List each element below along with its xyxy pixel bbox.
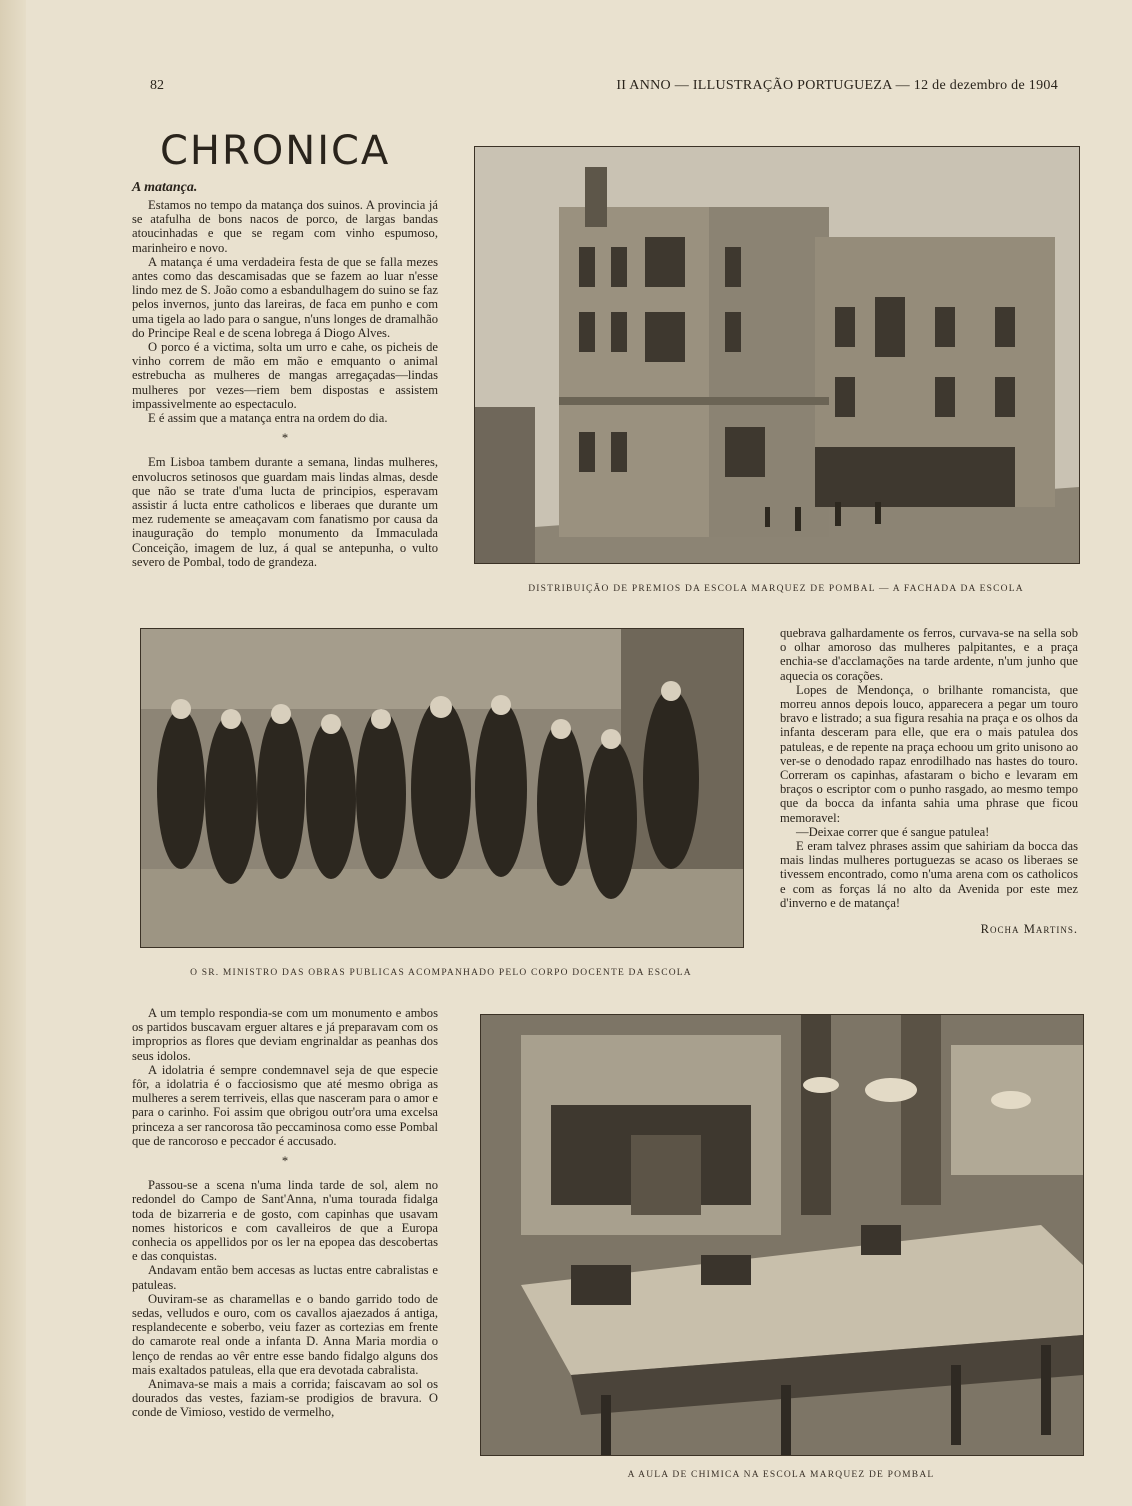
paragraph: Estamos no tempo da matança dos suinos. A provincia já se atafulha de bons nacos de porco, de largas bandas atoucinhadas e que se regam com vinho espumoso, marinheiro e novo. — [132, 198, 438, 255]
paragraph: Em Lisboa tambem durante a semana, lindas mulheres, envolucros setinosos que guardam mais lindas almas, desde que não se trate d'uma lucta de principios, esperavam assistir á lucta entre catholicos e liberaes que durante um mez rudemente se ameaçavam com fanatismo por causa da inauguração do templo monumento da Immaculada Conceição, imagem de luz, á qual se antepunha, o vulto severo de Pombal, todo de grandeza. — [132, 455, 438, 569]
photo-school-facade — [474, 146, 1080, 564]
text-column-top-left — [132, 198, 438, 569]
paragraph: Ouviram-se as charamellas e o bando garrido todo de sedas, velludos e ouro, com os cavallos ajaezados á antiga, resplandecente e soberbo, veiu fazer as cortezias em frente do camarote real onde a infanta D. Anna Maria mordia o lenço de rendas ao vêr entre esse bando fidalgo alguns dos mais exaltados patuleas, ella que era devotada cabralista. — [132, 1291, 438, 1377]
page-edge — [0, 0, 26, 1506]
page-header — [150, 78, 1058, 102]
paragraph: A idolatria é sempre condemnavel seja de que especie fôr, a idolatria é o facciosismo que até mesmo obriga as mulheres a serem terriveis, ellas que nasceram para o amor e para o carinho. Foi assim que obrigou outr'ora uma excelsa princeza a ser rancorosa tão peccaminosa como esse Pombal que de rancoroso e peccador é accusado. — [132, 1062, 438, 1148]
paragraph: A matança é uma verdadeira festa de que se falla mezes antes como das descamisadas que se fazem ao luar n'esse lindo mez de S. João como a esbandulhagem do suino se faz pelos invernos, junto das lareiras, de faca em punho e com uma tigela ao lado para o sangue, n'uns longes de dramalhão do Principe Real e de scena lobrega á Diogo Alves. — [132, 254, 438, 340]
paragraph: O porco é a victima, solta um urro e cahe, os picheis de vinho correm de mão em mão e emquanto o animal estrebucha as mulheres de mangas arregaçadas—lindas mulheres por vezes—riem bem dispostas e assistem impassivelmente ao espectaculo. — [132, 340, 438, 411]
paragraph: Lopes de Mendonça, o brilhante romancista, que morreu annos depois louco, apparecera a pegar um touro bravo e listrado; a sua figura resahia na praça e os olhos da infanta desceram para elle, que era o mais patulea dos patuleas, e de repente na praça echoou um grito unisono ao ver-se o denodado rapaz enrodilhado nas hastes do touro. Correram os capinhas, afastaram o bicho e levaram em braços o escriptor com o punho rasgado, ao mesmo tempo que da bocca da infanta sahia uma phrase que ficou memoravel: — [780, 682, 1078, 825]
text-column-bottom-left — [132, 1006, 438, 1420]
article-title: CHRONICA — [160, 128, 391, 174]
caption-chemistry-lab: A AULA DE CHIMICA NA ESCOLA MARQUEZ DE POMBAL — [627, 1470, 935, 1480]
author-signature: Rocha Martins. — [980, 922, 1078, 937]
photo-minister-group — [140, 628, 744, 948]
paragraph: Passou-se a scena n'uma linda tarde de sol, alem no redondel do Campo de Sant'Anna, n'uma tourada fidalga toda de bizarreria e de gosto, com capinhas que usavam nomes historicos e com cavalleiros de que a Europa conhecia os appellidos por os ler na epopea das descobertas e das conquistas. — [132, 1178, 438, 1264]
page-number: 82 — [150, 78, 164, 93]
paragraph: E é assim que a matança entra na ordem do dia. — [148, 411, 388, 426]
caption-minister-group: O SR. MINISTRO DAS OBRAS PUBLICAS ACOMPANHADO PELO CORPO DOCENTE DA ESCOLA — [190, 968, 692, 978]
text-column-right-middle — [780, 626, 1078, 936]
section-divider: * — [281, 1154, 289, 1169]
paragraph: quebrava galhardamente os ferros, curvava-se na sella sob o olhar amoroso das mulheres palpitantes, e a praça enchia-se d'acclamações na tarde ardente, n'um junho que aquecia os corações. — [780, 626, 1078, 683]
paragraph: A um templo respondia-se com um monumento e ambos os partidos buscavam erguer altares e já preparavam com os improprios as flores que deviam engrinaldar as peanhas dos seus idolos. — [132, 1006, 438, 1063]
photo-chemistry-lab — [480, 1014, 1084, 1456]
paragraph: Animava-se mais a mais a corrida; faiscavam ao sol os dourados das vestes, faziam-se prodigios de bravura. O conde de Vimioso, vestido de vermelho, — [132, 1377, 438, 1420]
running-head: II ANNO — ILLUSTRAÇÃO PORTUGUEZA — 12 de dezembro de 1904 — [616, 78, 1058, 93]
paragraph: E eram talvez phrases assim que sahiriam da bocca das mais lindas mulheres portuguezas se acaso os liberaes se tivessem encontrado, como n'uma arena com os catholicos e com as forças lá no alto da Avenida por este mez d'inverno e de matança! — [780, 839, 1078, 910]
article-subhead: A matança. — [132, 180, 198, 195]
paragraph: —Deixae correr que é sangue patulea! — [796, 824, 990, 839]
caption-school-facade: DISTRIBUIÇÃO DE PREMIOS DA ESCOLA MARQUEZ DE POMBAL — A FACHADA DA ESCOLA — [528, 584, 1024, 594]
paragraph: Andavam então bem accesas as luctas entre cabralistas e patuleas. — [132, 1263, 438, 1292]
section-divider: * — [281, 431, 289, 446]
